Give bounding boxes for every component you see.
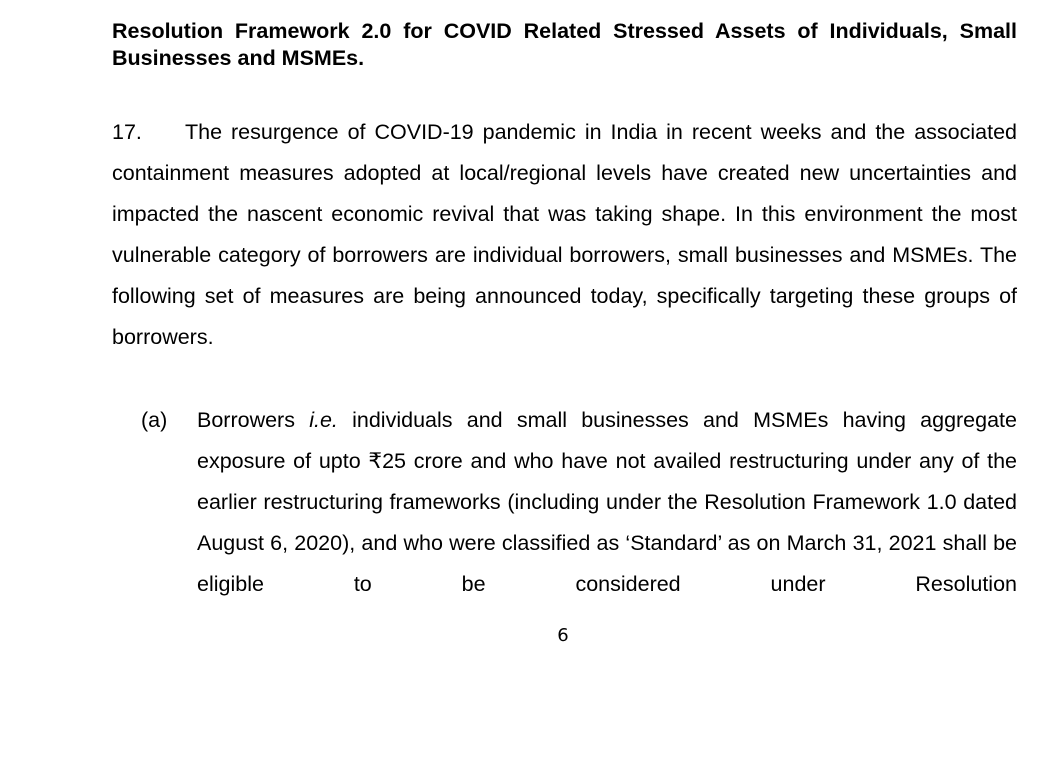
page-number: 6 xyxy=(557,625,569,646)
sub-item-italic: i.e. xyxy=(309,408,338,432)
paragraph-number: 17. xyxy=(112,120,142,144)
paragraph-text: The resurgence of COVID-19 pandemic in India in recent weeks and the associated containment measures adopted at local/regional levels have created new uncertainties and impacted the nascent economic revival that was taking shape. In this environment the most vulnerable category of borrowers are individual borrowers, small businesses and MSMEs. The following set of measures are being announced today, specifically targeting these groups of borrowers. xyxy=(112,120,1017,349)
sub-item-text: individuals and small businesses and MSMEs having aggregate exposure of upto ₹25 crore and who have not availed restructuring under any of the earlier restructuring frameworks (including under the Resolution Framework 1.0 dated August 6, 2020), and who were classified as ‘Standard’ as on March 31, 2021 shall be eligible to be considered under Resolution xyxy=(197,408,1017,596)
sub-item-a xyxy=(197,400,1017,605)
sub-item-label: (a) xyxy=(141,408,168,432)
paragraph-17 xyxy=(112,112,1017,358)
sub-item-lead: Borrowers xyxy=(197,408,310,432)
section-heading: Resolution Framework 2.0 for COVID Related Stressed Assets of Individuals, Small Businesses and MSMEs. xyxy=(112,19,1017,70)
